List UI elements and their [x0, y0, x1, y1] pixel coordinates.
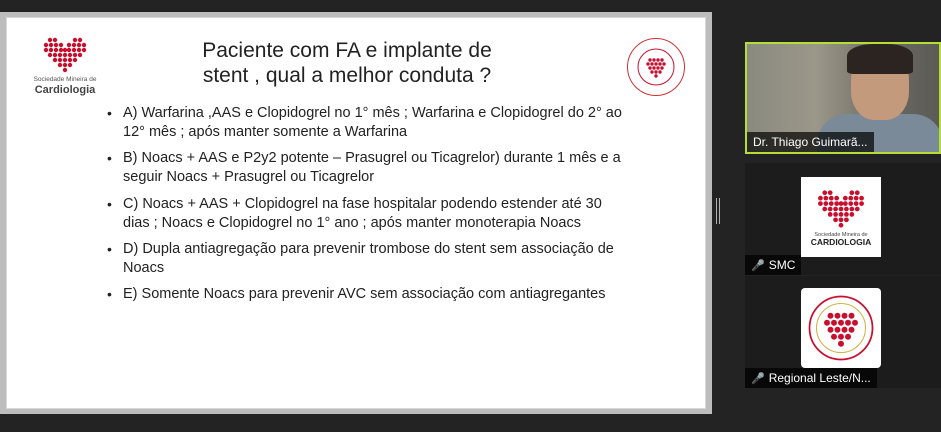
participant-name-bar — [745, 368, 877, 388]
answer-options-list — [105, 104, 625, 311]
smc-logo-small-text: Sociedade Mineira de — [814, 231, 868, 238]
slide-title-line-1: Paciente com FA e implante de — [202, 39, 492, 62]
option-b — [105, 149, 625, 187]
participant-name: Regional Leste/N... — [768, 371, 871, 385]
seal-heart-icon — [636, 47, 676, 87]
shared-screen — [0, 12, 712, 414]
participant-tile-regional[interactable] — [745, 276, 941, 388]
option-d-text: D) Dupla antiagregação para prevenir trombose do stent sem associação de Noacs — [123, 240, 614, 276]
heart-logo-icon — [41, 35, 89, 75]
muted-mic-icon: 🎤 — [751, 372, 765, 385]
slide-title-line-2: stent , qual a melhor conduta ? — [202, 64, 492, 88]
option-a — [105, 104, 625, 142]
option-b-text: B) Noacs + AAS e P2y2 potente – Prasugrel ou Ticagrelor) durante 1 mês e a seguir Noacs + Prasugrel ou Ticagrelor — [123, 150, 621, 186]
option-e — [105, 285, 625, 304]
presentation-slide — [6, 17, 706, 409]
muted-mic-icon: 🎤 — [751, 259, 765, 272]
logo-left-small-text: Sociedade Mineira de — [33, 76, 97, 83]
bullet-icon: • — [107, 105, 112, 121]
option-c-text: C) Noacs + AAS + Clopidogrel na fase hospitalar podendo estender até 30 dias ; Noacs e Clopidogrel no 1° ano ; após manter monoterapia Noacs — [123, 195, 602, 231]
participant-name: SMC — [768, 258, 796, 272]
slide-title — [157, 38, 537, 88]
heart-logo-icon — [815, 187, 867, 231]
participant-tile-speaker[interactable] — [745, 42, 941, 154]
option-a-text: A) Warfarina ,AAS e Clopidogrel no 1° mês ; Warfarina e Clopidogrel do 2° ao 12° mês ; após manter somente a Warfarina — [123, 105, 622, 141]
participant-tile-smc[interactable] — [745, 163, 941, 275]
smc-logo — [29, 35, 101, 113]
logo-left-big-text: Cardiologia — [34, 83, 96, 96]
option-d — [105, 240, 625, 278]
bullet-icon: • — [107, 195, 112, 212]
smc-avatar-logo — [801, 177, 881, 257]
regional-avatar-logo — [801, 288, 881, 368]
panel-resize-handle[interactable] — [716, 198, 720, 224]
bullet-icon: • — [107, 240, 112, 257]
participant-name-bar — [745, 255, 801, 275]
regional-seal-logo — [627, 38, 685, 96]
smc-logo-big-text: CARDIOLOGIA — [810, 237, 872, 248]
option-c — [105, 195, 625, 233]
option-e-text: E) Somente Noacs para prevenir AVC sem associação com antiagregantes — [123, 286, 606, 302]
participant-name: Dr. Thiago Guimarã... — [753, 135, 868, 149]
bullet-icon: • — [107, 150, 112, 167]
bullet-icon: • — [107, 286, 112, 302]
participant-name-bar — [747, 132, 874, 152]
video-person-hair — [847, 44, 913, 74]
seal-heart-icon — [806, 293, 876, 363]
